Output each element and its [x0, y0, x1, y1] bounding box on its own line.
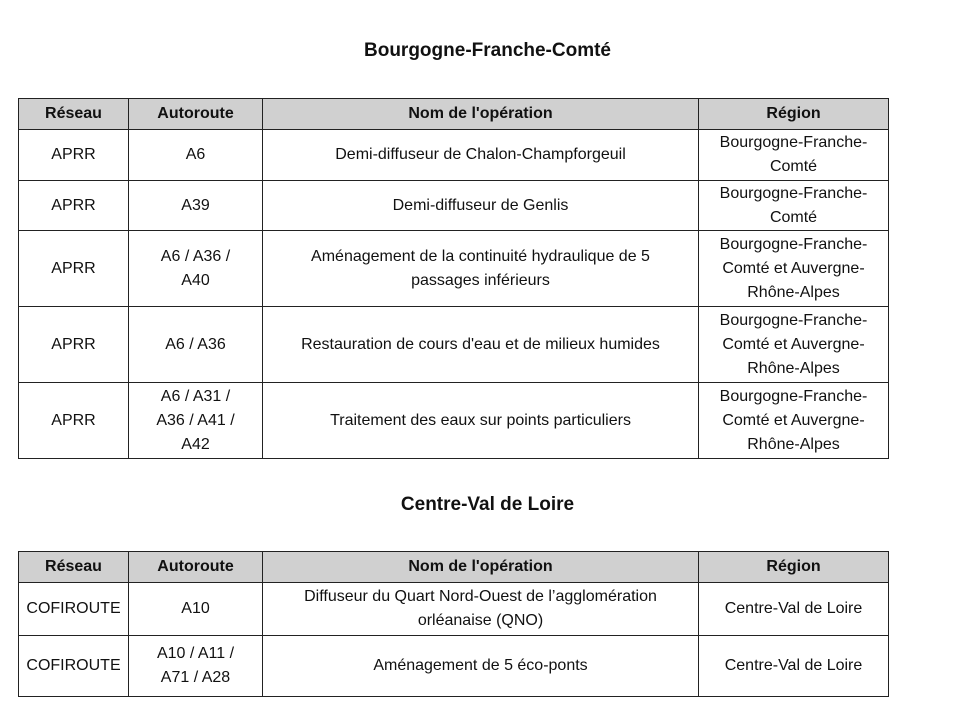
table-row — [19, 231, 889, 307]
cell-line: Demi-diffuseur de Genlis — [392, 196, 569, 214]
cell-line: Bourgogne-Franche- — [719, 134, 868, 151]
header-reseau: Réseau — [19, 99, 129, 130]
section-title: Bourgogne-Franche-Comté — [364, 40, 611, 61]
cell-autoroute — [129, 181, 263, 231]
table-header-row — [19, 99, 889, 130]
header-reseau: Réseau — [19, 552, 129, 583]
cell-autoroute — [129, 231, 263, 307]
cell-line: A36 / A41 / — [156, 411, 235, 429]
cell-line: Rhône-Alpes — [747, 435, 840, 453]
operations-table — [18, 98, 889, 459]
section-title: Centre-Val de Loire — [400, 494, 575, 515]
cell-region — [699, 130, 889, 181]
cell-line: A6 / A31 / — [160, 387, 231, 405]
cell-operation — [263, 130, 699, 181]
cell-operation — [263, 231, 699, 307]
cell-line: Centre-Val de Loire — [724, 600, 863, 617]
cell-line: Aménagement de la continuité hydraulique de 5 — [311, 247, 650, 265]
cell-autoroute — [129, 383, 263, 459]
cell-line: A39 — [181, 196, 210, 214]
cell-reseau: APRR — [19, 383, 129, 459]
table-row — [19, 181, 889, 231]
header-autoroute: Autoroute — [129, 99, 263, 130]
cell-autoroute — [129, 583, 263, 636]
cell-line: Rhône-Alpes — [747, 283, 840, 301]
cell-operation — [263, 181, 699, 231]
cell-line: Centre-Val de Loire — [724, 657, 863, 674]
cell-line: Aménagement de 5 éco-ponts — [373, 657, 588, 674]
cell-line: Bourgogne-Franche- — [719, 184, 868, 202]
cell-line: Bourgogne-Franche- — [719, 235, 868, 253]
cell-line: orléanaise (QNO) — [417, 612, 544, 629]
cell-operation — [263, 636, 699, 697]
cell-region — [699, 181, 889, 231]
header-operation: Nom de l'opération — [263, 99, 699, 130]
cell-line: Restauration de cours d'eau et de milieux humides — [301, 335, 660, 353]
header-autoroute: Autoroute — [129, 552, 263, 583]
cell-region — [699, 231, 889, 307]
table-row — [19, 583, 889, 636]
cell-line: Comté — [769, 208, 818, 226]
header-region: Région — [699, 552, 889, 583]
cell-autoroute — [129, 636, 263, 697]
cell-line: Bourgogne-Franche- — [719, 311, 868, 329]
cell-line: A10 / A11 / — [156, 645, 235, 662]
table-row — [19, 383, 889, 459]
cell-line: A6 / A36 / — [160, 247, 231, 265]
cell-line: Bourgogne-Franche- — [719, 387, 868, 405]
table-row — [19, 130, 889, 181]
cell-reseau: COFIROUTE — [19, 583, 129, 636]
cell-line: A40 — [181, 271, 210, 289]
header-region: Région — [699, 99, 889, 130]
cell-line: passages inférieurs — [411, 271, 550, 289]
cell-region — [699, 636, 889, 697]
cell-autoroute — [129, 130, 263, 181]
cell-reseau: APRR — [19, 130, 129, 181]
table-row — [19, 307, 889, 383]
header-operation: Nom de l'opération — [263, 552, 699, 583]
cell-line: Diffuseur du Quart Nord-Ouest de l’agglomération — [304, 588, 657, 605]
cell-region — [699, 383, 889, 459]
cell-line: Comté et Auvergne- — [722, 411, 865, 429]
table-row — [19, 636, 889, 697]
cell-region — [699, 583, 889, 636]
cell-operation — [263, 583, 699, 636]
cell-line: Comté — [769, 158, 818, 175]
cell-line: A10 — [181, 600, 210, 617]
cell-line: A6 — [185, 146, 206, 163]
cell-reseau: APRR — [19, 307, 129, 383]
cell-operation — [263, 307, 699, 383]
cell-reseau: APRR — [19, 231, 129, 307]
cell-operation — [263, 383, 699, 459]
cell-region — [699, 307, 889, 383]
cell-line: Demi-diffuseur de Chalon-Champforgeuil — [335, 146, 626, 163]
cell-line: Rhône-Alpes — [747, 359, 840, 377]
cell-line: A6 / A36 — [165, 335, 226, 353]
table-header-row — [19, 552, 889, 583]
cell-autoroute — [129, 307, 263, 383]
cell-line: Comté et Auvergne- — [722, 335, 865, 353]
cell-reseau: COFIROUTE — [19, 636, 129, 697]
cell-line: A42 — [181, 435, 210, 453]
cell-line: A71 / A28 — [160, 669, 231, 686]
cell-line: Traitement des eaux sur points particuliers — [330, 411, 631, 429]
cell-reseau: APRR — [19, 181, 129, 231]
cell-line: Comté et Auvergne- — [722, 259, 865, 277]
operations-table — [18, 551, 889, 697]
